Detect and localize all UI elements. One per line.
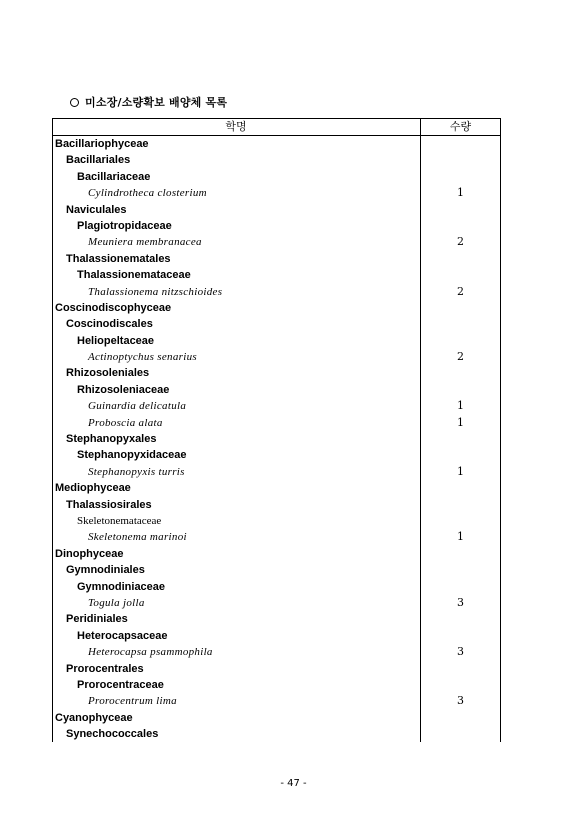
page-number: - 47 - xyxy=(280,778,307,789)
table-row xyxy=(52,415,501,431)
taxon-name: Skeletonema marinoi xyxy=(88,531,187,544)
table-row xyxy=(52,316,501,332)
quantity-cell xyxy=(420,431,501,447)
quantity-cell xyxy=(420,447,501,463)
taxon-name: Bacillariophyceae xyxy=(55,138,149,150)
taxon-name: Coscinodiscales xyxy=(66,318,153,331)
quantity-cell: 1 xyxy=(457,464,464,478)
quantity-cell xyxy=(420,316,501,332)
taxon-name: Guinardia delicatula xyxy=(88,400,187,413)
taxon-name: Dinophyceae xyxy=(55,547,124,560)
table-row xyxy=(52,152,501,168)
taxon-name: Rhizosoleniaceae xyxy=(77,383,170,396)
table-header xyxy=(52,118,501,136)
quantity-cell: 1 xyxy=(457,399,464,413)
taxon-name: Heliopeltaceae xyxy=(77,334,155,347)
taxon-name: Prorocentrales xyxy=(66,662,144,675)
table-row xyxy=(52,333,501,349)
table-row xyxy=(52,529,501,545)
quantity-cell: 1 xyxy=(457,530,464,544)
taxon-name: Gymnodiniales xyxy=(66,564,145,577)
table-row xyxy=(52,480,501,496)
table-row xyxy=(52,628,501,644)
taxon-name: Coscinodiscophyceae xyxy=(55,301,172,314)
header-scientific-name: 학명 xyxy=(225,120,247,133)
taxon-name: Bacillariaceae xyxy=(77,170,151,183)
table-row xyxy=(52,464,501,480)
quantity-cell: 3 xyxy=(457,595,464,609)
table-row xyxy=(52,300,501,316)
table-row xyxy=(52,693,501,709)
table-row xyxy=(52,579,501,595)
quantity-cell xyxy=(420,562,501,578)
table-row xyxy=(52,136,501,152)
quantity-cell: 3 xyxy=(457,694,464,708)
table-row xyxy=(52,349,501,365)
quantity-cell: 2 xyxy=(457,350,464,364)
taxon-name: Peridiniales xyxy=(66,613,128,626)
quantity-cell xyxy=(420,628,501,644)
quantity-cell xyxy=(420,661,501,677)
taxon-name: Thalassionema nitzschioides xyxy=(88,285,223,298)
taxon-name: Prorocentraceae xyxy=(77,678,164,691)
quantity-cell xyxy=(420,169,501,185)
quantity-cell xyxy=(420,333,501,349)
taxon-name: Thalassionemataceae xyxy=(77,269,191,282)
quantity-cell xyxy=(420,365,501,381)
quantity-cell xyxy=(420,579,501,595)
taxon-name: Skeletonemataceae xyxy=(77,514,162,527)
table-body xyxy=(52,136,501,742)
section-title xyxy=(70,94,227,110)
table-row xyxy=(52,169,501,185)
table-row xyxy=(52,218,501,234)
quantity-cell: 1 xyxy=(457,415,464,429)
table-row xyxy=(52,546,501,562)
table-row xyxy=(52,365,501,381)
table-row xyxy=(52,234,501,250)
quantity-cell xyxy=(420,710,501,726)
table-row xyxy=(52,202,501,218)
table-row xyxy=(52,251,501,267)
taxon-name: Stephanopyxis turris xyxy=(88,465,185,478)
taxon-name: Rhizosoleniales xyxy=(66,367,150,380)
taxon-name: Synechococcales xyxy=(66,728,159,741)
taxon-name: Stephanopyxales xyxy=(66,433,157,446)
quantity-cell xyxy=(420,267,501,283)
taxon-name: Gymnodiniaceae xyxy=(77,580,166,593)
quantity-cell xyxy=(420,480,501,496)
quantity-cell: 2 xyxy=(457,284,464,298)
quantity-cell: 2 xyxy=(457,235,464,249)
taxon-name: Proboscia alata xyxy=(88,416,163,429)
quantity-cell xyxy=(420,546,501,562)
table-row xyxy=(52,284,501,300)
quantity-cell xyxy=(420,152,501,168)
quantity-cell xyxy=(420,218,501,234)
taxon-name: Cylindrotheca closterium xyxy=(88,187,207,200)
table-row xyxy=(52,398,501,414)
table-row xyxy=(52,644,501,660)
quantity-cell xyxy=(420,611,501,627)
taxon-name: Cyanophyceae xyxy=(55,711,133,724)
table-row xyxy=(52,497,501,513)
quantity-cell xyxy=(420,513,501,529)
table-row xyxy=(52,382,501,398)
taxon-name: Mediophyceae xyxy=(55,482,131,495)
taxon-name: Meuniera membranacea xyxy=(88,236,202,249)
header-quantity: 수량 xyxy=(449,120,472,133)
quantity-cell xyxy=(420,202,501,218)
quantity-cell xyxy=(420,677,501,693)
table-row xyxy=(52,595,501,611)
section-title-text: 미소장/소량확보 배양체 목록 xyxy=(85,96,228,109)
taxon-name: Heterocapsa psammophila xyxy=(88,646,213,659)
quantity-cell xyxy=(420,136,501,152)
taxon-name: Bacillariales xyxy=(66,154,131,167)
quantity-cell: 3 xyxy=(457,645,464,659)
quantity-cell: 1 xyxy=(457,186,464,200)
taxon-name: Thalassionematales xyxy=(66,252,171,265)
quantity-cell xyxy=(420,497,501,513)
table-row xyxy=(52,611,501,627)
taxon-name: Prorocentrum lima xyxy=(88,695,177,708)
circle-bullet-icon xyxy=(70,98,79,107)
taxon-name: Plagiotropidaceae xyxy=(77,219,172,232)
culture-list-table xyxy=(52,118,501,742)
quantity-cell xyxy=(420,726,501,742)
table-row xyxy=(52,661,501,677)
taxon-name: Stephanopyxidaceae xyxy=(77,449,187,462)
table-row xyxy=(52,431,501,447)
quantity-cell xyxy=(420,251,501,267)
table-row xyxy=(52,710,501,726)
table-row xyxy=(52,726,501,742)
taxon-name: Naviculales xyxy=(66,203,127,216)
quantity-cell xyxy=(420,300,501,316)
table-row xyxy=(52,677,501,693)
table-row xyxy=(52,562,501,578)
table-row xyxy=(52,185,501,201)
table-row xyxy=(52,267,501,283)
quantity-cell xyxy=(420,382,501,398)
taxon-name: Thalassiosirales xyxy=(66,498,152,511)
taxon-name: Heterocapsaceae xyxy=(77,629,168,642)
table-row xyxy=(52,513,501,529)
table-row xyxy=(52,447,501,463)
taxon-name: Actinoptychus senarius xyxy=(88,351,197,364)
taxon-name: Togula jolla xyxy=(88,596,145,609)
